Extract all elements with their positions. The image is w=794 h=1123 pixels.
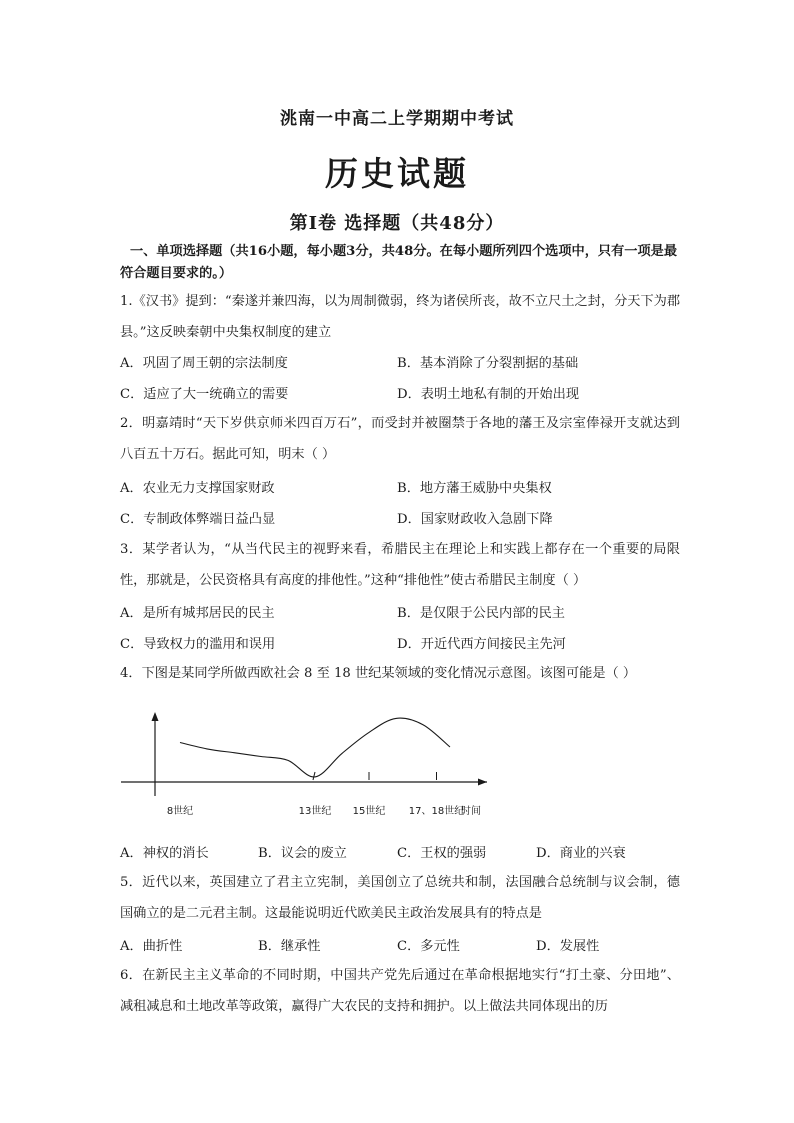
- question-4-chart: [115, 700, 495, 828]
- question-5-option-d[interactable]: D．发展性: [536, 939, 600, 954]
- x-tick-label-1: 13世纪: [298, 806, 332, 817]
- y-axis-arrow: [152, 712, 159, 721]
- x-tick-label-group: [167, 804, 464, 817]
- question-1-option-d[interactable]: D．表明土地私有制的开始出现: [397, 387, 580, 402]
- question-1-option-a[interactable]: A．巩固了周王朝的宗法制度: [120, 356, 288, 371]
- series-line: [180, 718, 450, 777]
- question-2-stem: 2．明嘉靖时“天下岁供京师米四百万石”，而受封并被圈禁于各地的藩王及宗室俸禄开支就达到八百五十万石。据此可知，明末（ ）: [120, 416, 680, 462]
- question-2-option-b[interactable]: B．地方藩王威胁中央集权: [397, 481, 552, 496]
- question-5-option-c[interactable]: C．多元性: [397, 939, 460, 954]
- question-2-option-c[interactable]: C．专制政体弊端日益凸显: [120, 512, 276, 527]
- question-4-option-a[interactable]: A．神权的消长: [120, 846, 209, 861]
- x-tick-label-3: 17、18世纪: [408, 806, 465, 817]
- question-4-option-c[interactable]: C．王权的强弱: [397, 846, 487, 861]
- question-4-option-b[interactable]: B．议会的废立: [258, 846, 347, 861]
- school-exam-title: 洮南一中高二上学期期中考试: [280, 109, 514, 129]
- question-2-option-a[interactable]: A．农业无力支撑国家财政: [120, 481, 275, 496]
- question-5-option-a[interactable]: A．曲折性: [120, 939, 183, 954]
- question-3-stem: 3．某学者认为，“从当代民主的视野来看，希腊民主在理论上和实践上都存在一个重要的局限性，那就是，公民资格具有高度的排他性。”这种“排他性”使古希腊民主制度（ ）: [120, 542, 680, 588]
- volume-title: 第Ⅰ卷 选择题（共48分）: [289, 213, 505, 234]
- x-tick-1: [313, 772, 315, 780]
- x-axis-label: 时间: [461, 806, 481, 817]
- question-3-option-d[interactable]: D．开近代西方间接民主先河: [397, 637, 566, 652]
- question-3-option-c[interactable]: C．导致权力的滥用和误用: [120, 637, 276, 652]
- x-tick-label-2: 15世纪: [352, 806, 386, 817]
- question-3-option-a[interactable]: A．是所有城邦居民的民主: [120, 606, 275, 621]
- question-1-option-b[interactable]: B．基本消除了分裂割据的基础: [397, 356, 579, 371]
- question-5-stem: 5．近代以来，英国建立了君主立宪制，美国创立了总统共和制，法国融合总统制与议会制，德国确立的是二元君主制。这最能说明近代欧美民主政治发展具有的特点是: [120, 875, 680, 921]
- subject-title: 历史试题: [325, 154, 469, 193]
- question-4-option-d[interactable]: D．商业的兴衰: [536, 846, 626, 861]
- question-4-stem: 4．下图是某同学所做西欧社会 8 至 18 世纪某领域的变化情况示意图。该图可能是（ ）: [120, 666, 637, 681]
- question-5-option-b[interactable]: B．继承性: [258, 939, 321, 954]
- question-3-option-b[interactable]: B．是仅限于公民内部的民主: [397, 606, 565, 621]
- x-tick-label-0: 8世纪: [166, 806, 194, 817]
- x-tick-group: [313, 772, 437, 780]
- question-2-option-d[interactable]: D．国家财政收入急剧下降: [397, 512, 553, 527]
- x-axis-arrow: [478, 779, 487, 786]
- question-6-stem: 6．在新民主主义革命的不同时期，中国共产党先后通过在革命根据地实行“打土豪、分田地”、减租减息和土地改革等政策，赢得广大农民的支持和拥护。以上做法共同体现出的历: [120, 968, 680, 1014]
- question-1-option-c[interactable]: C．适应了大一统确立的需要: [120, 387, 289, 402]
- question-1-stem: 1.《汉书》提到：“秦遂并兼四海，以为周制微弱，终为诸侯所丧，故不立尺土之封，分天下为郡县。”这反映秦朝中央集权制度的建立: [120, 294, 681, 340]
- section-instructions: 一、单项选择题（共16小题，每小题3分，共48分。在每小题所列四个选项中，只有一项是最符合题目要求的。）: [120, 244, 678, 281]
